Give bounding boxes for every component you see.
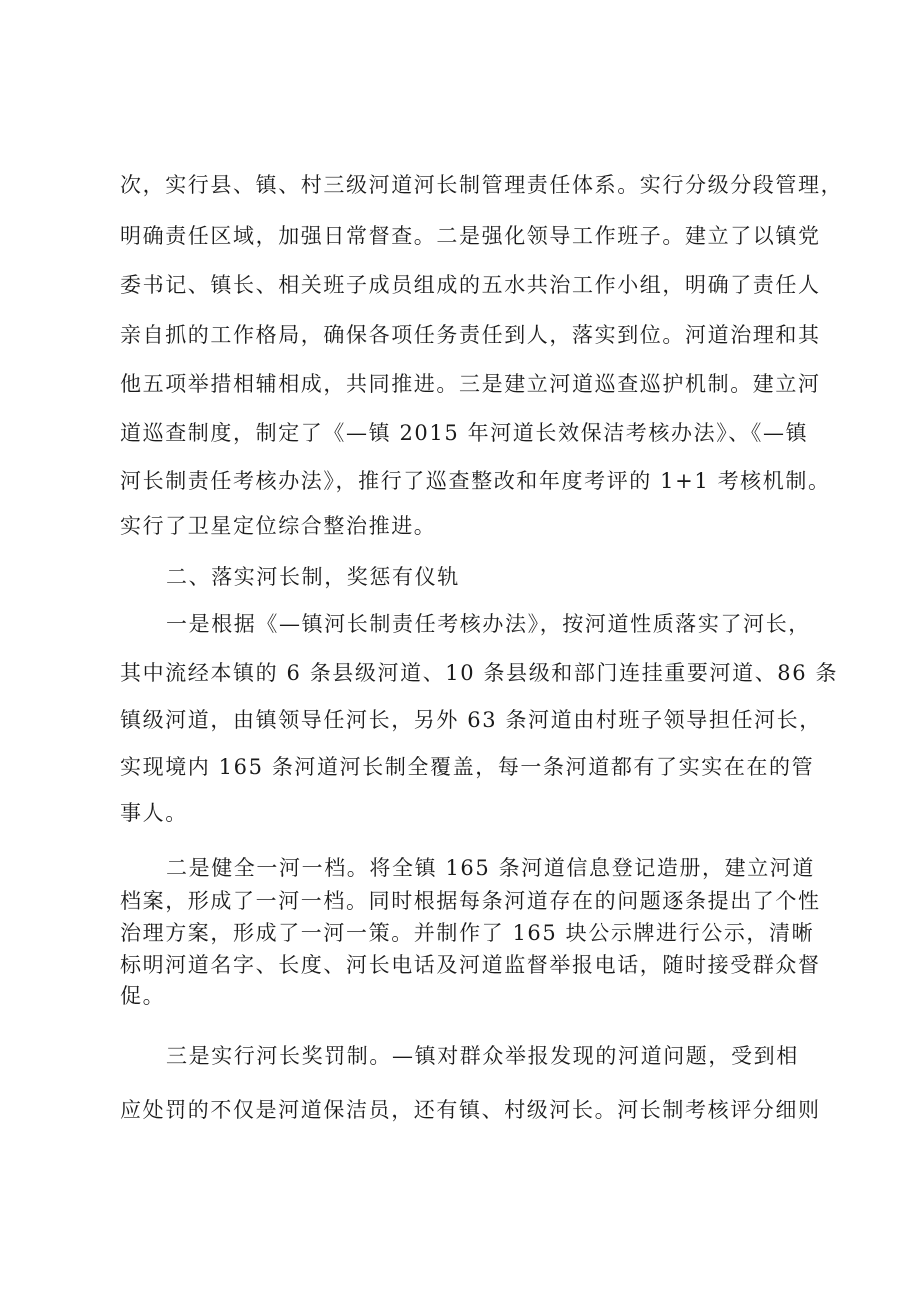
text-line: 事人。 — [120, 801, 188, 825]
text-line: 标明河道名字、长度、河长电话及河道监督举报电话，随时接受群众督 — [120, 953, 821, 977]
text-line: 实行了卫星定位综合整治推进。 — [120, 514, 437, 538]
section-heading: 二、落实河长制，奖惩有仪轨 — [166, 565, 460, 589]
text-line: 河长制责任考核办法》，推行了巡查整改和年度考评的 1+1 考核机制。 — [120, 469, 831, 493]
text-line: 其中流经本镇的 6 条县级河道、10 条县级和部门连挂重要河道、86 条 — [120, 661, 839, 685]
text-line: 次，实行县、镇、村三级河道河长制管理责任体系。实行分级分段管理， — [120, 173, 844, 197]
text-line: 道巡查制度，制定了《—镇 2015 年河道长效保洁考核办法》、《—镇 — [120, 421, 809, 445]
text-line: 他五项举措相辅相成，共同推进。三是建立河道巡查巡护机制。建立河 — [120, 372, 821, 396]
text-line: 委书记、镇长、相关班子成员组成的五水共治工作小组，明确了责任人 — [120, 273, 821, 297]
text-line: 一是根据《—镇河长制责任考核办法》，按河道性质落实了河长， — [166, 612, 811, 636]
text-line: 促。 — [120, 984, 166, 1008]
text-line: 亲自抓的工作格局，确保各项任务责任到人，落实到位。河道治理和其 — [120, 323, 821, 347]
text-line: 明确责任区域，加强日常督查。二是强化领导工作班子。建立了以镇党 — [120, 224, 821, 248]
text-line: 镇级河道，由镇领导任河长，另外 63 条河道由村班子领导担任河长， — [120, 708, 822, 732]
text-line: 实现境内 165 条河道河长制全覆盖，每一条河道都有了实实在在的管 — [120, 755, 815, 779]
text-line: 档案，形成了一河一档。同时根据每条河道存在的问题逐条提出了个性 — [120, 889, 821, 913]
text-line: 治理方案，形成了一河一策。并制作了 165 块公示牌进行公示，清晰 — [120, 921, 815, 945]
text-line: 三是实行河长奖罚制。—镇对群众举报发现的河道问题，受到相 — [166, 1044, 799, 1068]
text-line: 二是健全一河一档。将全镇 165 条河道信息登记造册，建立河道 — [166, 856, 816, 880]
text-line: 应处罚的不仅是河道保洁员，还有镇、村级河长。河长制考核评分细则 — [120, 1098, 821, 1122]
